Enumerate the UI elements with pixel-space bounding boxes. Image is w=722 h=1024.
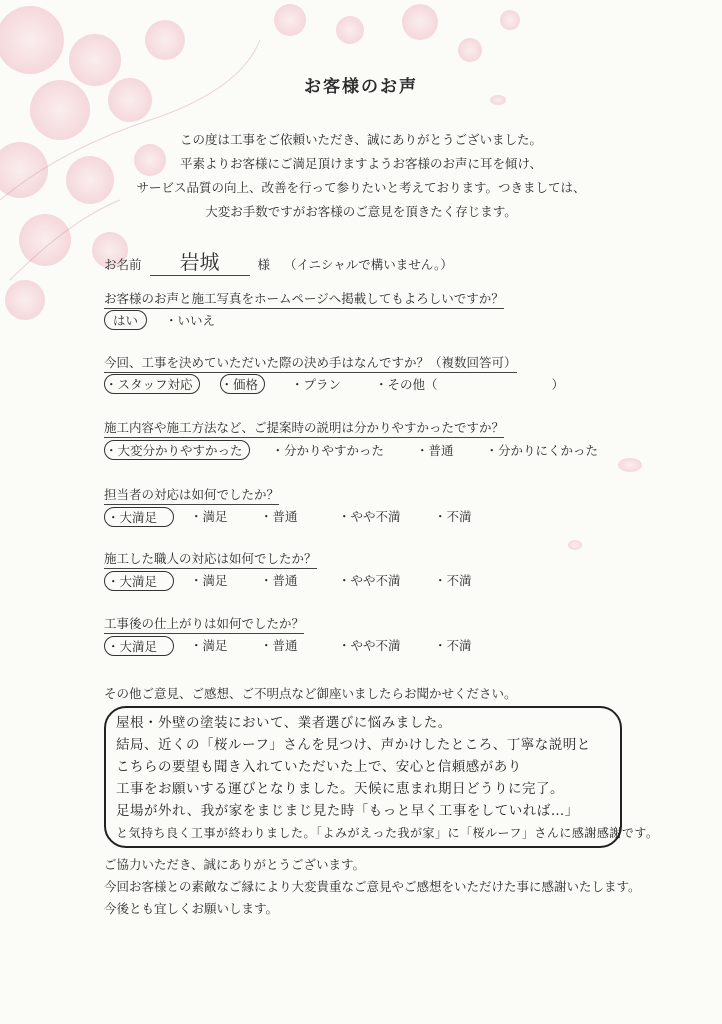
option-satisfied[interactable]: ・満足 [190, 509, 228, 524]
option-other-close: ） [551, 377, 565, 392]
question-3 [104, 418, 504, 436]
question-1 [104, 289, 504, 307]
option-satisfied[interactable]: ・満足 [190, 638, 228, 653]
name-row [104, 246, 453, 276]
option-dissatisfied[interactable]: ・不満 [434, 509, 472, 524]
name-label: お名前 [104, 257, 142, 272]
option-unclear[interactable]: ・分かりにくかった [485, 443, 599, 458]
option-dissatisfied[interactable]: ・不満 [434, 638, 472, 653]
question-text: 今回、工事を決めていただいた際の決め手はなんですか？（複数回答可） [104, 355, 517, 373]
question-4 [104, 485, 279, 503]
option-dissatisfied[interactable]: ・不満 [434, 573, 472, 588]
comment-line: 工事をお願いする運びとなりました。天候に恵まれ期日どうりに完了。 [116, 781, 564, 797]
intro-line: この度は工事をご依頼いただき、誠にありがとうございました。 [179, 132, 542, 147]
option-yes[interactable] [104, 310, 147, 330]
question-text: お客様のお声と施工写真をホームページへ掲載してもよろしいですか？ [104, 291, 504, 309]
question-text: 工事後の仕上がりは如何でしたか？ [104, 616, 304, 634]
option-satisfied[interactable]: ・満足 [190, 573, 228, 588]
option-no[interactable]: ・いいえ [165, 313, 216, 328]
option-other[interactable]: ・その他（ [375, 377, 438, 392]
comment-line: 足場が外れ、我が家をまじまじ見た時「もっと早く工事をしていれば…」 [116, 803, 579, 819]
question-6 [104, 614, 304, 632]
option-very-satisfied[interactable] [104, 507, 174, 527]
option-very-satisfied[interactable] [104, 571, 174, 591]
option-label: ・大満足 [107, 574, 158, 589]
option-slightly-dissatisfied[interactable]: ・やや不満 [338, 509, 401, 524]
option-row-5 [104, 571, 472, 591]
intro-line: 平素よりお客様にご満足頂けますようお客様のお声に耳を傾け、 [179, 156, 542, 171]
option-label: はい [113, 313, 139, 328]
option-very-clear[interactable] [104, 440, 250, 460]
intro-line: サービス品質の向上、改善を行って参りたいと考えております。つきましては、 [136, 180, 586, 195]
option-label: ・スタッフ対応 [105, 377, 193, 392]
handwritten-name: 岩城 [179, 250, 220, 274]
option-slightly-dissatisfied[interactable]: ・やや不満 [338, 573, 401, 588]
comment-prompt: その他ご意見、ご感想、ご不明点など御座いましたらお聞かせください。 [104, 686, 517, 701]
comment-line: 結局、近くの「桜ルーフ」さんを見つけ、声かけしたところ、丁寧な説明と [116, 737, 591, 753]
name-suffix: 様 [257, 257, 270, 272]
comment-handwriting [116, 712, 658, 844]
option-normal[interactable]: ・普通 [260, 573, 298, 588]
name-field[interactable] [150, 246, 250, 276]
option-label: ・価格 [220, 377, 259, 392]
option-clear[interactable]: ・分かりやすかった [271, 443, 385, 458]
intro-text [0, 128, 722, 224]
footer-line: 今後とも宜しくお願いします。 [104, 901, 279, 916]
question-text: 施工した職人の対応は如何でしたか？ [104, 551, 317, 569]
option-row-1 [104, 310, 215, 330]
option-slightly-dissatisfied[interactable]: ・やや不満 [338, 638, 401, 653]
option-staff[interactable] [104, 374, 200, 394]
footer-line: 今回お客様との素敵なご縁により大変貴重なご意見やご感想をいただけた事に感謝いたします。 [104, 879, 641, 894]
comment-line: こちらの要望も聞き入れていただいた上で、安心と信頼感があり [116, 759, 522, 775]
comment-line: 屋根・外壁の塗装において、業者選びに悩みました。 [116, 715, 452, 731]
question-2 [104, 353, 517, 371]
option-plan[interactable]: ・プラン [291, 377, 342, 392]
name-note: （イニシャルで構いません。） [283, 257, 453, 272]
footer-text [104, 854, 641, 920]
question-text: 担当者の対応は如何でしたか？ [104, 487, 279, 505]
question-text: 施工内容や施工方法など、ご提案時の説明は分かりやすかったですか？ [104, 420, 504, 438]
option-normal[interactable]: ・普通 [260, 638, 298, 653]
option-row-2 [104, 374, 564, 394]
option-price[interactable] [220, 374, 266, 394]
page-title: お客様のお声 [304, 77, 418, 97]
option-label: ・大満足 [107, 510, 158, 525]
option-normal[interactable]: ・普通 [260, 509, 298, 524]
option-normal[interactable]: ・普通 [416, 443, 454, 458]
option-label: ・大満足 [107, 639, 158, 654]
intro-line: 大変お手数ですがお客様のご意見を頂きたく存じます。 [205, 204, 517, 219]
comment-line: と気持ち良く工事が終わりました。「よみがえった我が家」に「桜ルーフ」さんに感謝感謝です。 [116, 826, 659, 840]
footer-line: ご協力いただき、誠にありがとうございます。 [104, 857, 366, 872]
option-row-4 [104, 507, 472, 527]
option-very-satisfied[interactable] [104, 636, 174, 656]
option-label: ・大変分かりやすかった [105, 443, 243, 458]
option-row-6 [104, 636, 472, 656]
question-5 [104, 549, 317, 567]
option-row-3 [104, 440, 598, 460]
